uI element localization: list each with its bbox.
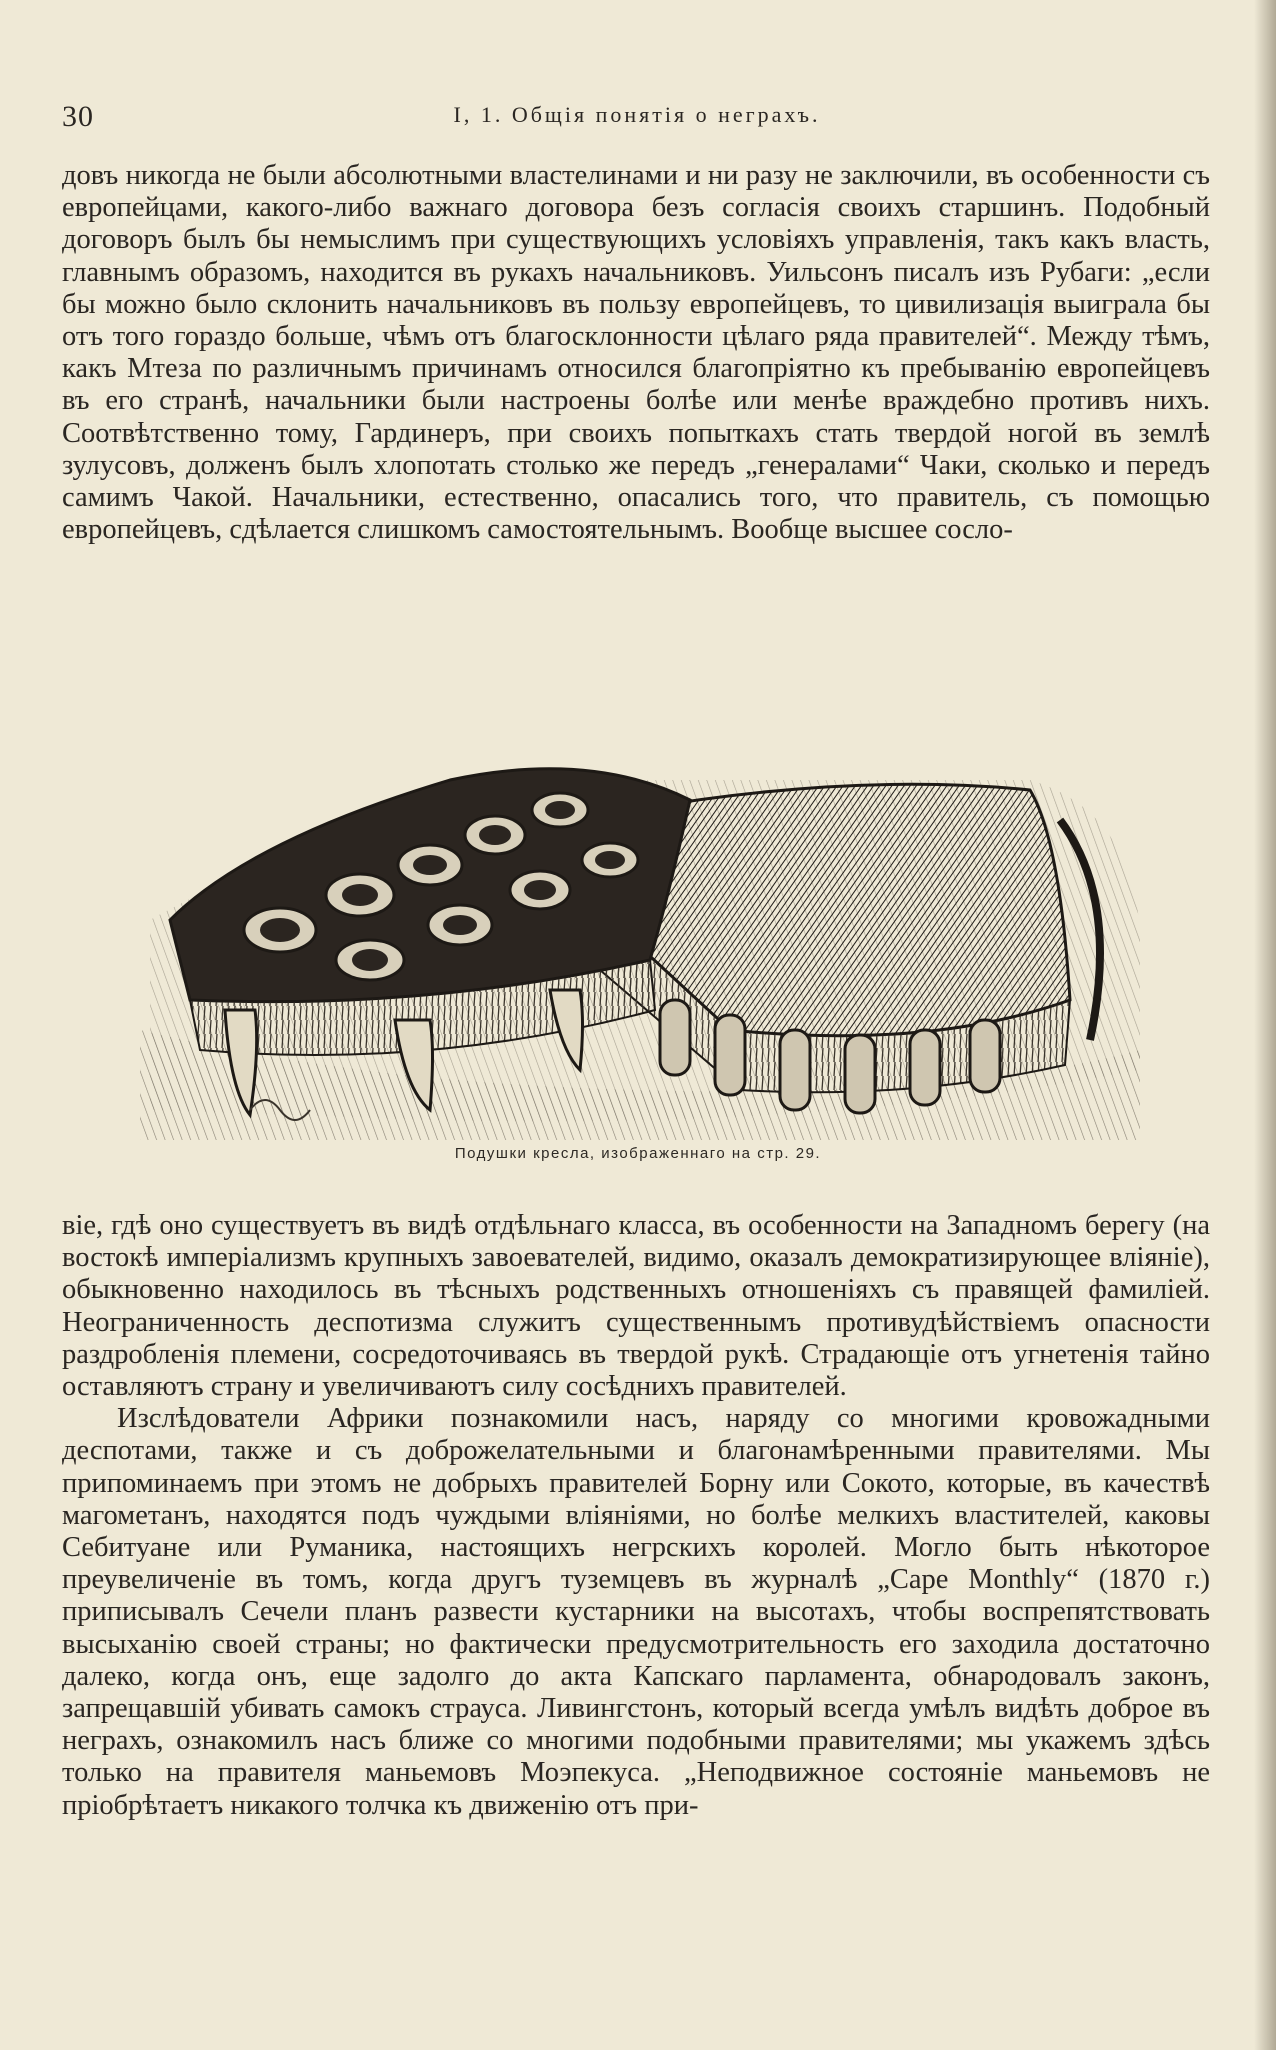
page-number: 30	[62, 100, 94, 133]
cushions-engraving	[130, 670, 1160, 1140]
paragraph: довъ никогда не были абсолютными властелинами и ни разу не заключили, въ особенности съ европейцами, какого-либо важнаго договора безъ согласія своихъ старшинъ. Подобный договоръ былъ бы немыслимъ при существующихъ условіяхъ управленія, такъ какъ власть, главнымъ образомъ, находится въ рукахъ начальниковъ. Уильсонъ писалъ изъ Рубаги: „если бы можно было склонить начальниковъ въ пользу европейцевъ, то цивилизація выиграла бы отъ того гораздо больше, чѣмъ отъ благосклонности цѣлаго ряда правителей“. Между тѣмъ, какъ Мтеза по различнымъ причинамъ относился благопріятно къ пребыванію европейцевъ въ его странѣ, начальники были настроены болѣе или менѣе враждебно противъ нихъ. Соотвѣтственно тому, Гардинеръ, при своихъ попыткахъ стать твердой ногой въ землѣ зулусовъ, долженъ былъ хлопотать столько же передъ „генералами“ Чаки, сколько и передъ самимъ Чакой. Начальники, естественно, опасались того, что правитель, съ помощью европейцевъ, сдѣлается слишкомъ самостоятельнымъ. Вообще высшее сосло-	[62, 160, 1210, 546]
running-title: I, 1. Общія понятія о неграхъ.	[453, 102, 821, 127]
paragraph: Изслѣдователи Африки познакомили насъ, наряду со многими кровожадными деспотами, также и съ доброжелательными и благонамѣренными правителями. Мы припоминаемъ при этомъ не добрыхъ правителей Борну или Сокото, которые, въ качествѣ магометанъ, находятся подъ чуждыми вліяніями, но болѣе мелкихъ властителей, каковы Себитуане или Руманика, настоящихъ негрскихъ королей. Могло быть нѣкоторое преувеличеніе въ томъ, когда другъ туземцевъ въ журналѣ „Cape Monthly“ (1870 г.) приписывалъ Сечели планъ развести кустарники на высотахъ, чтобы воспрепятствовать высыханію своей страны; но фактически предусмотрительность его заходила достаточно далеко, когда онъ, еще задолго до акта Капскаго парламента, обнародовалъ законъ, запрещавшій убивать самокъ страуса. Ливингстонъ, который всегда умѣлъ видѣть доброе въ неграхъ, ознакомилъ насъ ближе со многими подобными правителями; мы укажемъ здѣсь только на правителя маньемовъ Моэпекуса. „Неподвижное состояніе маньемовъ не пріобрѣтаетъ никакого толчка къ движенію отъ при-	[62, 1403, 1210, 1821]
figure-caption: Подушки кресла, изображеннаго на стр. 29.	[454, 1145, 822, 1162]
engraving-illustration	[130, 670, 1160, 1140]
body-text-bottom	[62, 1210, 1210, 1822]
paragraph: віе, гдѣ оно существуетъ въ видѣ отдѣльнаго класса, въ особенности на Западномъ берегу (на востокѣ имперіализмъ крупныхъ завоевателей, видимо, оказалъ демократизирующее вліяніе), обыкновенно находилось въ тѣсныхъ родственныхъ отношеніяхъ съ правящей фамиліей. Неограниченность деспотизма служитъ существеннымъ противудѣйствіемъ опасности раздробленія племени, сосредоточиваясь въ твердой рукѣ. Страдающіе отъ угнетенія тайно оставляютъ страну и увеличиваютъ силу сосѣднихъ правителей.	[62, 1210, 1210, 1403]
body-text-top	[62, 160, 1210, 546]
page-edge-shadow	[1254, 0, 1276, 2050]
page-header	[62, 100, 1212, 140]
